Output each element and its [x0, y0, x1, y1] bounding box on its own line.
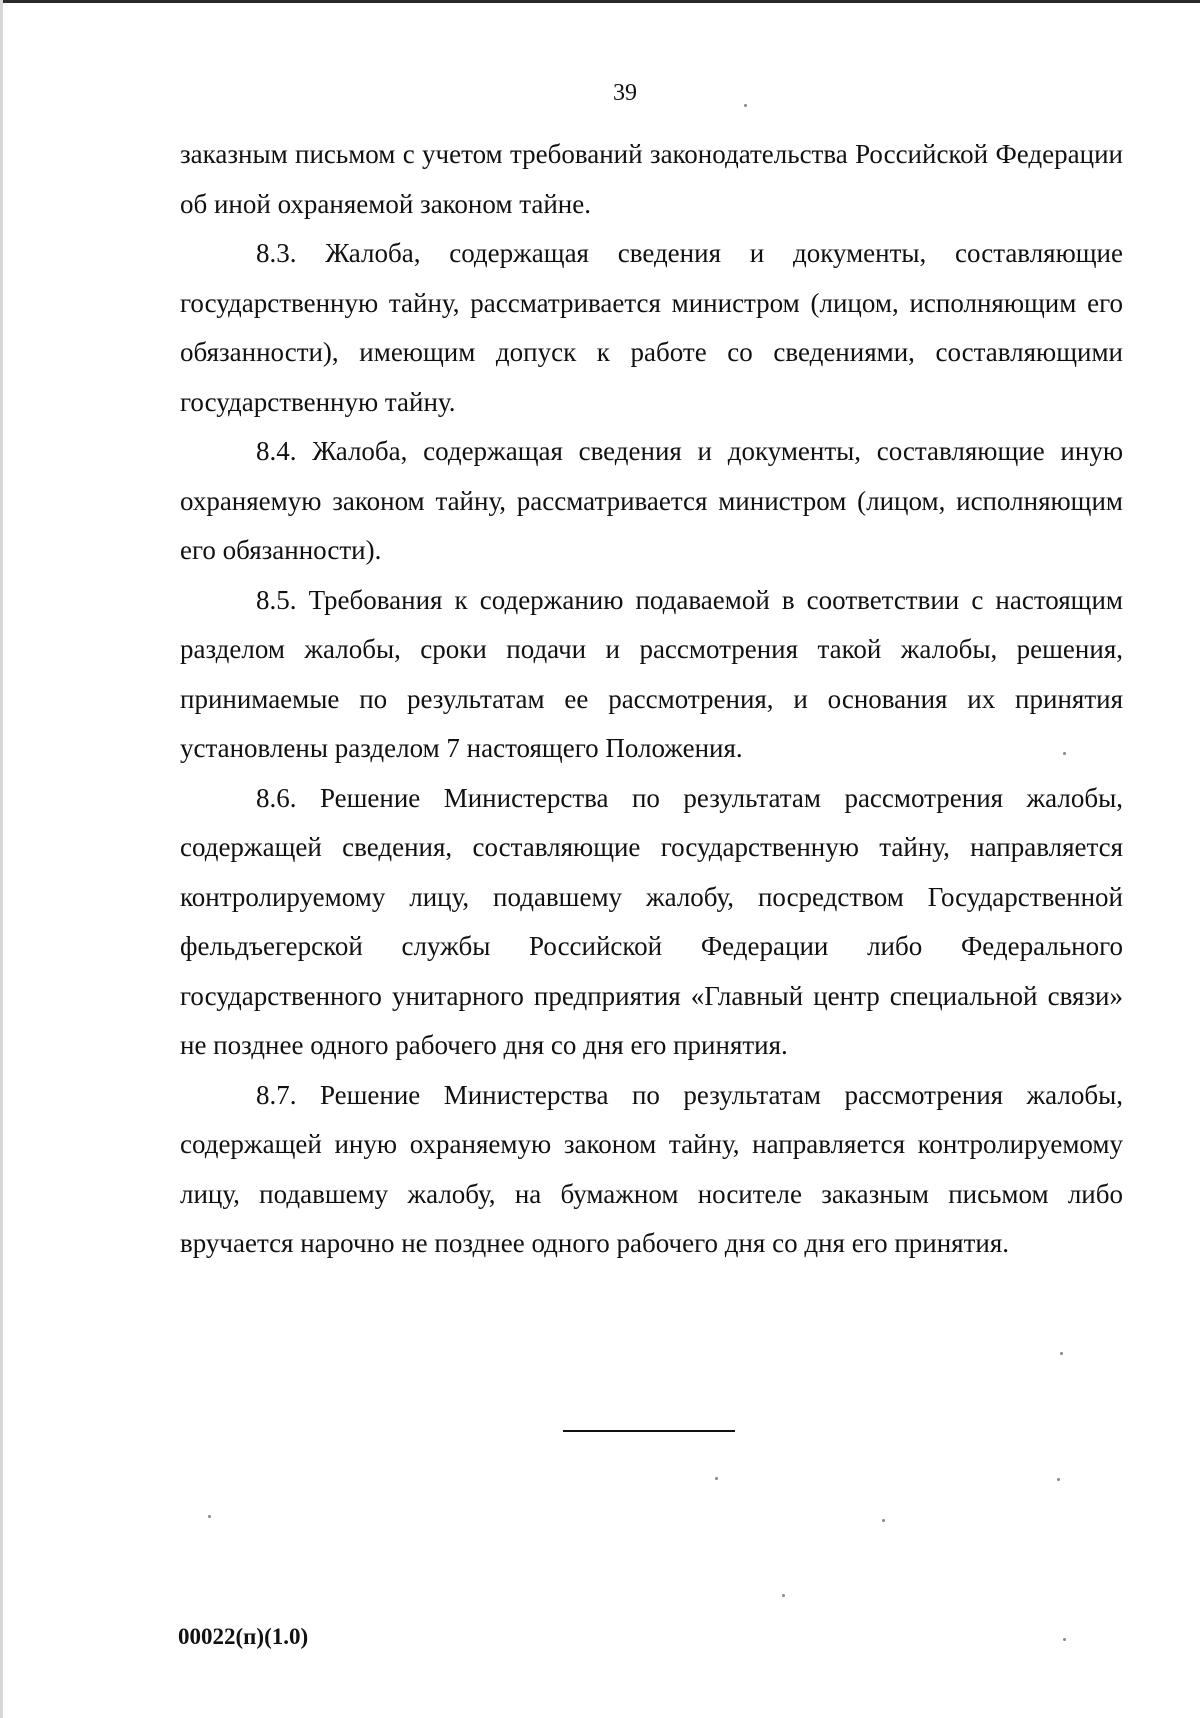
- scan-top-edge: [0, 0, 1200, 3]
- scan-speck: [782, 1594, 785, 1597]
- document-code: 00022(п)(1.0): [178, 1624, 309, 1649]
- paragraph-8-5: 8.5. Требования к содержанию подаваемой в соответствии с настоящим разделом жалобы, сроки подачи и рассмотрения такой жалобы, решения, принимаемые по результатам ее рассмотрения, и основания их принятия установлены разделом 7 настоящего Положения.: [180, 584, 1123, 763]
- scan-speck: [208, 1515, 211, 1518]
- paragraph-8-7: 8.7. Решение Министерства по результатам рассмотрения жалобы, содержащей иную охраняемую законом тайну, направляется контролируемому лицу, подавшему жалобу, на бумажном носителе заказным письмом либо вручается нарочно не позднее одного рабочего дня со дня его принятия.: [180, 1079, 1123, 1258]
- scan-speck: [1063, 1638, 1066, 1641]
- scan-speck: [1063, 752, 1066, 755]
- scan-speck: [882, 1519, 885, 1522]
- scan-speck: [1060, 1352, 1063, 1355]
- scan-speck: [744, 104, 747, 107]
- body-text: [180, 130, 1123, 1269]
- paragraph-8-4: 8.4. Жалоба, содержащая сведения и документы, составляющие иную охраняемую законом тайну, рассматривается министром (лицом, исполняющим его обязанности).: [180, 436, 1123, 565]
- paragraph-continuation: заказным письмом с учетом требований законодательства Российской Федерации об иной охраняемой законом тайне.: [180, 139, 1123, 219]
- page-number: 39: [613, 80, 637, 106]
- paragraph-8-3: 8.3. Жалоба, содержащая сведения и документы, составляющие государственную тайну, рассматривается министром (лицом, исполняющим его обязанности), имеющим допуск к работе со сведениями, составляющими государственную тайну.: [180, 238, 1123, 417]
- scan-speck: [1057, 1478, 1060, 1481]
- paragraph-8-6: 8.6. Решение Министерства по результатам рассмотрения жалобы, содержащей сведения, составляющие государственную тайну, направляется контролируемому лицу, подавшему жалобу, посредством Государственной фельдъегерской службы Российской Федерации либо Федерального государственного унитарного предприятия «Главный центр специальной связи» не позднее одного рабочего дня со дня его принятия.: [180, 782, 1123, 1060]
- end-divider-line: [563, 1430, 735, 1432]
- scan-left-edge: [0, 0, 3, 1718]
- scan-speck: [715, 1477, 718, 1480]
